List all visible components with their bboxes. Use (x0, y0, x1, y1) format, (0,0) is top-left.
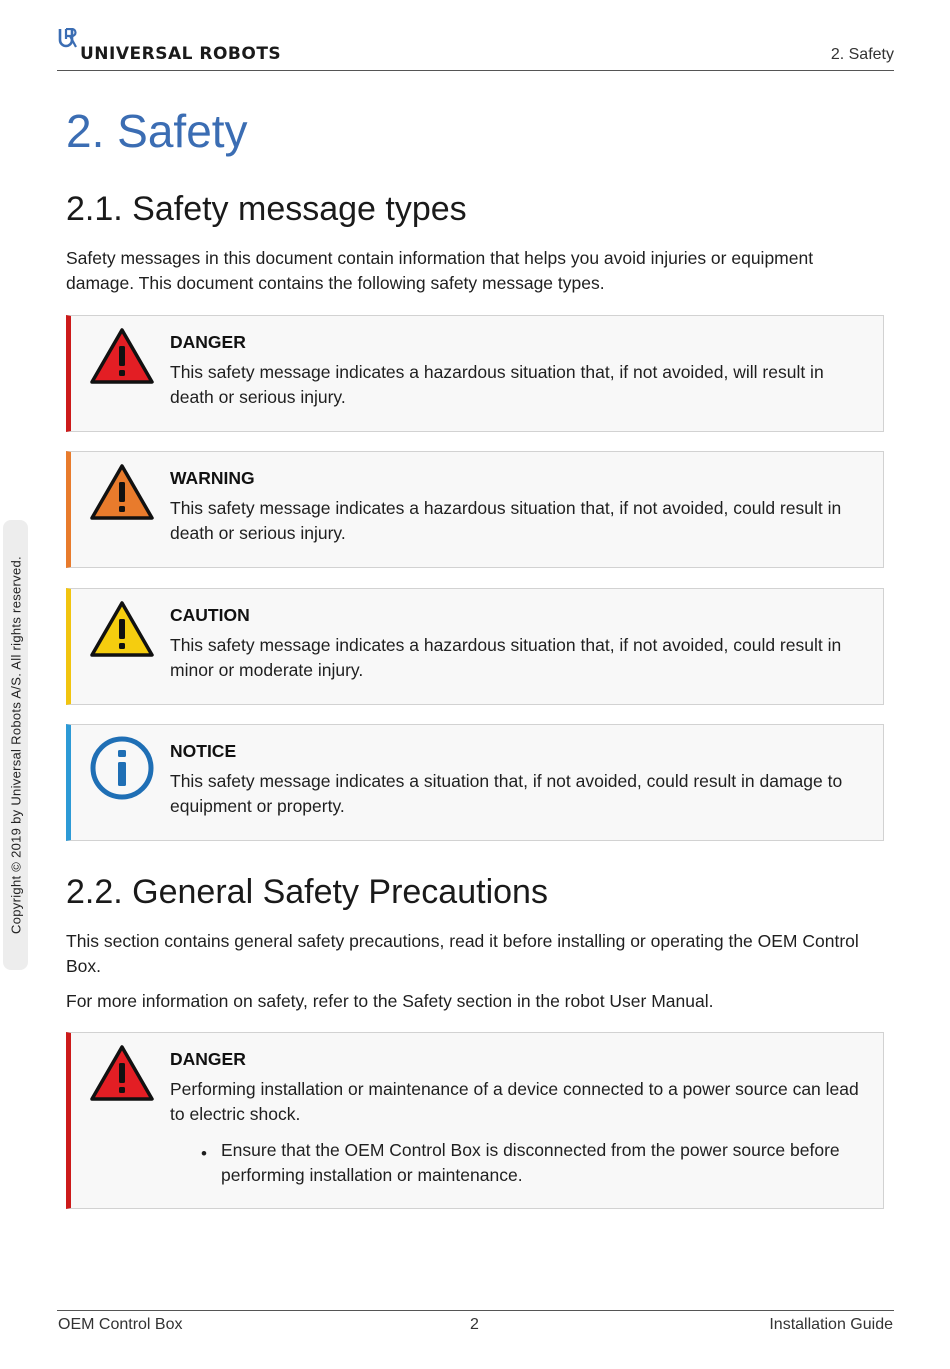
footer-page-number: 2 (470, 1316, 479, 1333)
copyright-text: Copyright © 2019 by Universal Robots A/S. All rights reserved. (8, 556, 24, 934)
message-title: DANGER (170, 1049, 246, 1069)
warning-triangle-icon (89, 462, 155, 522)
message-text: This safety message indicates a hazardous situation that, if not avoided, could result in minor or moderate injury. (170, 635, 842, 680)
message-title: NOTICE (170, 741, 237, 761)
danger-triangle-icon (89, 1043, 155, 1103)
message-text: This safety message indicates a hazardous situation that, if not avoided, will result in death or serious injury. (170, 362, 824, 407)
footer-guide-type: Installation Guide (769, 1316, 893, 1333)
section-heading-general-precautions: 2.2. General Safety Precautions (66, 873, 548, 911)
message-title: CAUTION (170, 605, 250, 625)
precautions-intro: This section contains general safety precautions, read it before installing or operating the OEM Control Box. (66, 931, 859, 976)
notice-message-box (66, 724, 884, 841)
page-title: 2. Safety (66, 105, 248, 157)
precautions-reference: For more information on safety, refer to the Safety section in the robot User Manual. (66, 991, 714, 1011)
caution-triangle-icon (89, 599, 155, 659)
info-circle-icon (89, 735, 155, 801)
footer-divider (57, 1310, 894, 1311)
message-text: This safety message indicates a hazardous situation that, if not avoided, could result in death or serious injury. (170, 498, 842, 543)
brand-name: UNIVERSAL ROBOTS (80, 44, 282, 64)
danger-triangle-icon (89, 326, 155, 386)
message-title: WARNING (170, 468, 255, 488)
header-divider (57, 70, 894, 71)
message-title: DANGER (170, 332, 246, 352)
caution-message-box (66, 588, 884, 705)
electric-shock-danger-box (66, 1032, 884, 1209)
bullet-dot-icon: • (201, 1144, 207, 1163)
header-section-title: 2. Safety (830, 46, 894, 63)
danger-message-box (66, 315, 884, 432)
message-text: Performing installation or maintenance of a device connected to a power source can lead to electric shock. (170, 1079, 859, 1124)
warning-message-box (66, 451, 884, 568)
bullet-item: Ensure that the OEM Control Box is disconnected from the power source before performing installation or maintenance. (221, 1140, 840, 1185)
footer-document-name: OEM Control Box (58, 1316, 183, 1333)
ur-logo-icon (58, 28, 78, 48)
section-intro: Safety messages in this document contain information that helps you avoid injuries or equipment damage. This document contains the following safety message types. (66, 248, 814, 293)
section-heading-message-types: 2.1. Safety message types (66, 190, 467, 228)
message-text: This safety message indicates a situation that, if not avoided, could result in damage to equipment or property. (170, 771, 843, 816)
